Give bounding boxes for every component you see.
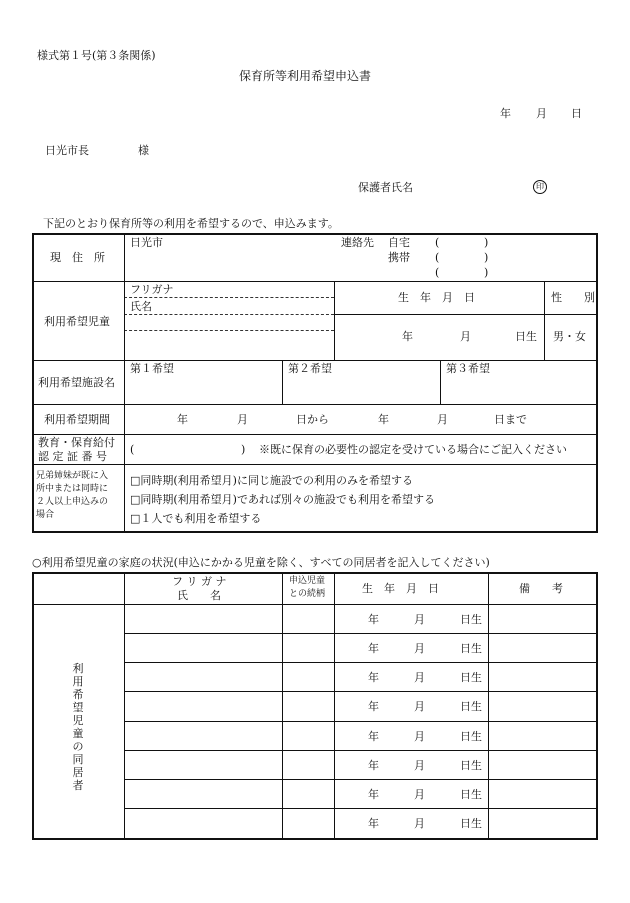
form-number: 様式第１号(第３条関係): [37, 49, 156, 62]
row-3-year: 年: [368, 671, 379, 684]
page-title: 保育所等利用希望申込書: [239, 69, 372, 83]
period-year-1: 年: [177, 413, 188, 426]
row-4-day: 日生: [460, 700, 482, 713]
cert-paren-open: (: [130, 443, 135, 456]
seal-mark: 印: [533, 180, 547, 194]
row-4-year: 年: [368, 700, 379, 713]
row-6-year: 年: [368, 759, 379, 772]
row-7-year: 年: [368, 788, 379, 801]
birth-year-label: 年: [402, 330, 413, 343]
siblings-label-line4: 場合: [36, 510, 55, 520]
row-4-month: 月: [414, 700, 425, 713]
row-7-month: 月: [414, 788, 425, 801]
row-5-year: 年: [368, 730, 379, 743]
home-phone-label: 自宅: [388, 236, 410, 249]
row-2-month: 月: [414, 642, 425, 655]
period-month-1: 月: [237, 413, 248, 426]
row-6-month: 月: [414, 759, 425, 772]
mobile-phone-open: (: [435, 251, 440, 264]
row-1-day: 日生: [460, 613, 482, 626]
row-5-day: 日生: [460, 730, 482, 743]
choice-1-label: 第１希望: [130, 362, 174, 375]
period-label: 利用希望期間: [44, 413, 110, 426]
date-month-label: 月: [536, 107, 547, 120]
row-1-month: 月: [414, 613, 425, 626]
addressee: 日光市長: [45, 144, 89, 157]
row-2-year: 年: [368, 642, 379, 655]
addressee-suffix: 様: [138, 144, 149, 157]
gender-header: 性 別: [551, 291, 595, 304]
row-3-month: 月: [414, 671, 425, 684]
other-phone-open: (: [435, 266, 440, 279]
period-from: 日から: [296, 413, 329, 426]
col-birth-header: 生 年 月 日: [362, 582, 439, 595]
guardian-name-label: 保護者氏名: [358, 181, 413, 194]
siblings-label-line3: ２人以上申込みの: [36, 497, 109, 507]
col-relation-header-line1: 申込児童: [289, 576, 326, 586]
period-until: 日まで: [494, 413, 527, 426]
choice-3-label: 第３希望: [446, 362, 490, 375]
sibling-option-single[interactable]: □１人でも利用を希望する: [130, 512, 262, 525]
siblings-label-line1: 兄弟姉妹が既に入: [36, 471, 109, 481]
period-month-2: 月: [437, 413, 448, 426]
choice-2-label: 第２希望: [288, 362, 332, 375]
home-phone-close: ): [484, 236, 489, 249]
row-6-day: 日生: [460, 759, 482, 772]
period-year-2: 年: [378, 413, 389, 426]
mobile-phone-label: 携帯: [388, 251, 410, 264]
col-furigana-header: フ リ ガ ナ: [172, 575, 227, 588]
row-5-month: 月: [414, 730, 425, 743]
birth-day-label: 日生: [515, 330, 537, 343]
row-1-year: 年: [368, 613, 379, 626]
siblings-label-line2: 所中または同時に: [36, 484, 109, 494]
row-8-month: 月: [414, 817, 425, 830]
home-phone-open: (: [435, 236, 440, 249]
household-side-label: 利 用 希 望 児 童 の 同 居 者: [72, 662, 84, 792]
gender-options[interactable]: 男・女: [553, 330, 586, 343]
address-value[interactable]: 日光市: [130, 236, 163, 249]
row-2-day: 日生: [460, 642, 482, 655]
cert-label-line2: 認 定 証 番 号: [38, 450, 107, 463]
child-label: 利用希望児童: [44, 315, 110, 328]
facility-label: 利用希望施設名: [38, 376, 115, 389]
col-name-header: 氏 名: [177, 589, 221, 602]
cert-paren-close: ): [241, 443, 246, 456]
cert-label-line1: 教育・保育給付: [38, 436, 115, 449]
date-day-label: 日: [571, 107, 582, 120]
mobile-phone-close: ): [484, 251, 489, 264]
other-phone-close: ): [484, 266, 489, 279]
cert-note: ※既に保育の必要性の認定を受けている場合にご記入ください: [259, 443, 567, 456]
row-7-day: 日生: [460, 788, 482, 801]
furigana-label: フリガナ: [130, 283, 174, 296]
row-8-day: 日生: [460, 817, 482, 830]
sibling-option-same-facility[interactable]: □同時期(利用希望月)に同じ施設での利用のみを希望する: [130, 474, 413, 487]
col-relation-header-line2: との続柄: [289, 589, 326, 599]
col-remarks-header: 備 考: [519, 582, 563, 595]
intro-text: 下記のとおり保育所等の利用を希望するので、申込みます。: [43, 217, 339, 230]
row-3-day: 日生: [460, 671, 482, 684]
address-label: 現 住 所: [50, 251, 105, 264]
row-8-year: 年: [368, 817, 379, 830]
contact-label: 連絡先: [341, 236, 374, 249]
birth-month-label: 月: [460, 330, 471, 343]
sibling-option-separate-facility[interactable]: □同時期(利用希望月)であれば別々の施設でも利用を希望する: [130, 493, 435, 506]
birth-header: 生 年 月 日: [398, 291, 475, 304]
date-year-label: 年: [500, 107, 511, 120]
name-label: 氏名: [130, 300, 152, 313]
household-heading: ○利用希望児童の家庭の状況(申込にかかる児童を除く、すべての同居者を記入してください): [32, 556, 490, 569]
